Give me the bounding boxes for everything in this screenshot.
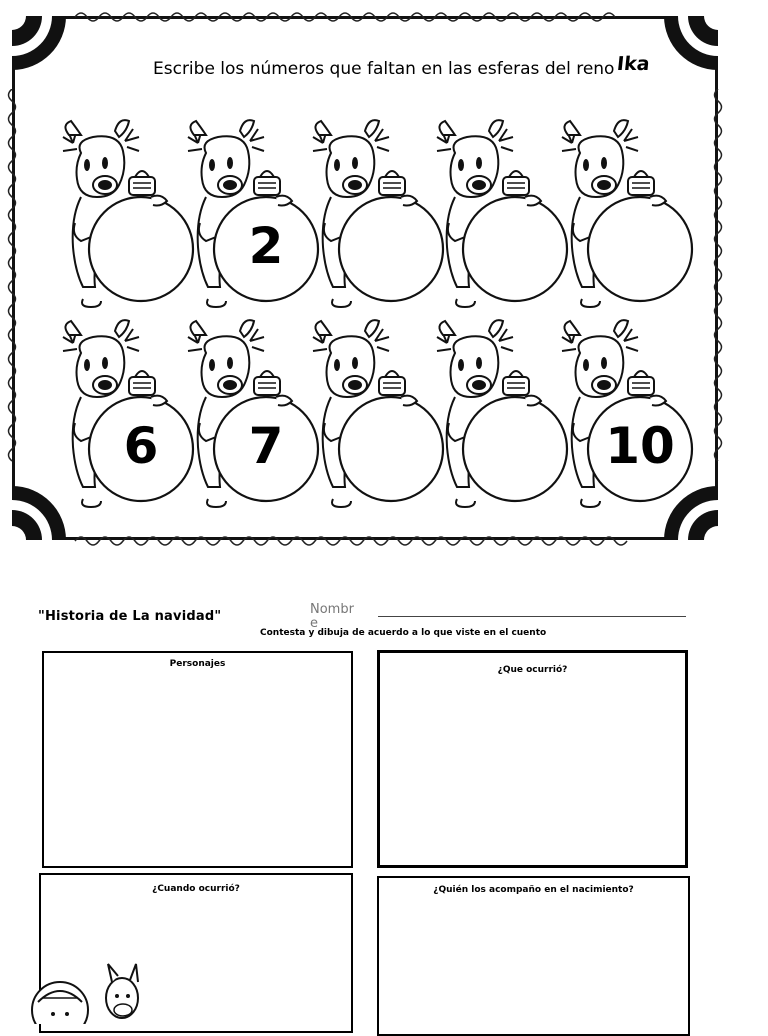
worksheet-instruction-title: Escribe los números que faltan en las esferas del reno [153,59,615,79]
ornament-number[interactable]: 7 [248,417,284,475]
reindeer-ornament [55,313,195,513]
reindeer-ornament [305,313,445,513]
swirl-border-right [711,89,725,469]
answer-box-que-ocurrio[interactable] [377,650,688,868]
swirl-border-top [15,9,715,23]
reindeer-icon [180,313,320,513]
reindeer-ornament [180,113,320,313]
reindeer-ornament [554,313,694,513]
reindeer-icon [429,313,569,513]
reindeer-icon [305,113,445,313]
answer-box-quien-acompano[interactable] [377,876,690,1036]
swirl-border-bottom [15,535,715,549]
instructions-text: Contesta y dibuja de acuerdo a lo que viste en el cuento [260,628,547,638]
reindeer-ornament [429,113,569,313]
name-label: Nombr e [310,602,354,631]
reindeer-icon [429,113,569,313]
reindeer-icon [554,313,694,513]
ornament-number[interactable]: 6 [123,417,159,475]
box-label: ¿Quién los acompaño en el nacimiento? [433,885,634,895]
box-label: ¿Que ocurrió? [497,665,568,675]
reindeer-icon [305,313,445,513]
brand-logo: Ika [615,53,651,75]
reindeer-icon [180,113,320,313]
corner-ornament-icon [664,16,718,70]
reindeer-ornament [429,313,569,513]
name-field-line[interactable] [378,616,686,617]
corner-ornament-icon [12,16,66,70]
box-label: Personajes [169,659,226,669]
reindeer-icon [554,113,694,313]
reindeer-worksheet [12,16,718,540]
reindeer-icon [55,113,195,313]
box-label: ¿Cuando ocurrió? [152,884,240,894]
worksheet-title: "Historia de La navidad" [38,609,222,624]
answer-box-personajes[interactable] [42,651,353,868]
ornament-number[interactable]: 10 [605,417,675,475]
reindeer-ornament [305,113,445,313]
reindeer-ornament [180,313,320,513]
swirl-border-left [5,89,19,469]
reindeer-ornament [55,113,195,313]
nativity-illustration-icon [20,958,160,1024]
reindeer-icon [55,313,195,513]
reindeer-ornament [554,113,694,313]
ornament-number[interactable]: 2 [248,217,284,275]
